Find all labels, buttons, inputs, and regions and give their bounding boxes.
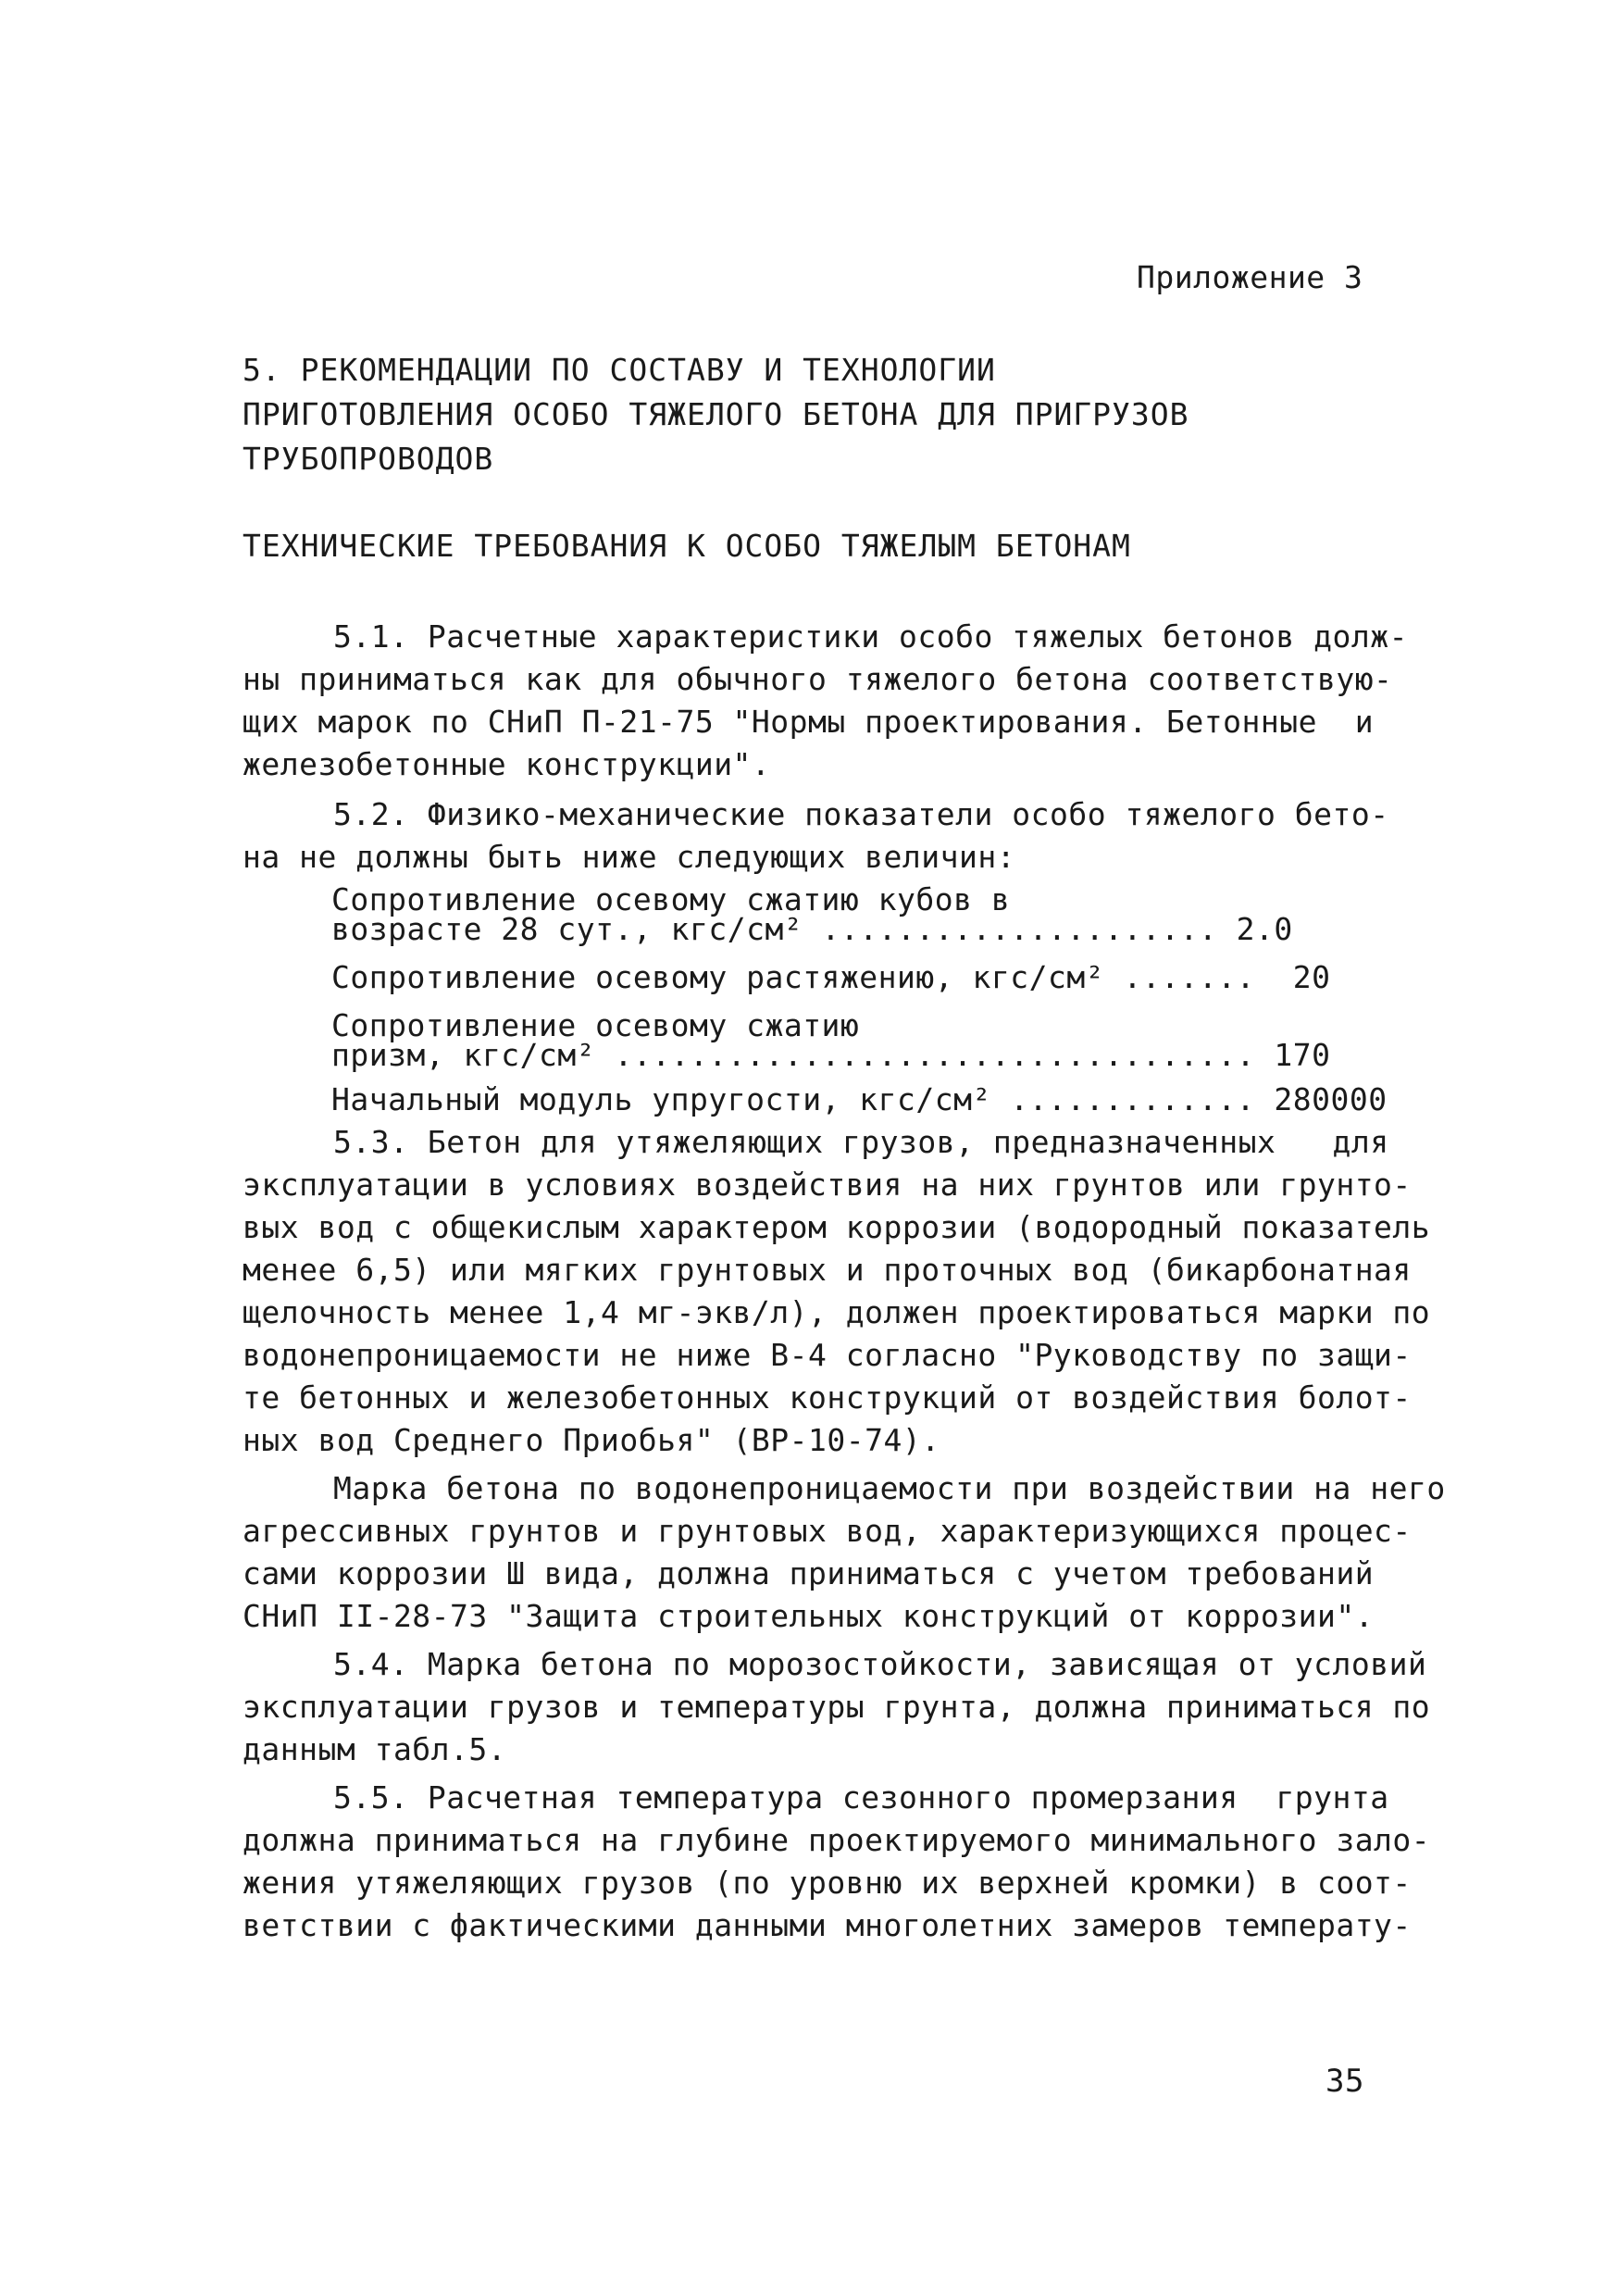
paragraph-5-3-line-6: водонепроницаемости не ниже В-4 согласно "Руководству по защи-: [243, 1337, 1412, 1373]
paragraph-5-4-line-1: 5.4. Марка бетона по морозостойкости, зависящая от условий: [333, 1646, 1427, 1682]
paragraph-5-1-line-1: 5.1. Расчетные характеристики особо тяжелых бетонов долж-: [333, 618, 1408, 655]
paragraph-5-3b-line-3: сами коррозии Ш вида, должна приниматься с учетом требований: [243, 1555, 1375, 1591]
paragraph-5-5-line-1: 5.5. Расчетная температура сезонного промерзания грунта: [333, 1779, 1389, 1816]
paragraph-5-5-line-3: жения утяжеляющих грузов (по уровню их верхней кромки) в соот-: [243, 1865, 1412, 1901]
paragraph-5-5-line-4: ветствии с фактическими данными многолетних замеров температу-: [243, 1907, 1412, 1943]
spec-item-1-line-1: Сопротивление осевому сжатию кубов в: [331, 881, 1011, 917]
section-title-line-2: ПРИГОТОВЛЕНИЯ ОСОБО ТЯЖЕЛОГО БЕТОНА ДЛЯ ПРИГРУЗОВ: [243, 396, 1189, 432]
paragraph-5-3-line-4: менее 6,5) или мягких грунтовых и проточных вод (бикарбонатная: [243, 1252, 1412, 1288]
spec-item-3-line-1: Сопротивление осевому сжатию: [331, 1007, 860, 1043]
paragraph-5-3b-line-4: СНиП II-28-73 "Защита строительных конструкций от коррозии".: [243, 1598, 1375, 1634]
appendix-label: Приложение 3: [1137, 259, 1363, 295]
subsection-title: ТЕХНИЧЕСКИЕ ТРЕБОВАНИЯ К ОСОБО ТЯЖЕЛЫМ БЕТОНАМ: [243, 528, 1131, 564]
paragraph-5-5-line-2: должна приниматься на глубине проектируемого минимального зало-: [243, 1822, 1431, 1858]
spec-item-4: Начальный модуль упругости, кгс/см² ............. 280000: [331, 1081, 1388, 1117]
paragraph-5-3b-line-1: Марка бетона по водонепроницаемости при воздействии на него: [333, 1470, 1446, 1506]
paragraph-5-3-line-2: эксплуатации в условиях воздействия на них грунтов или грунто-: [243, 1167, 1412, 1203]
section-title-line-1: 5. РЕКОМЕНДАЦИИ ПО СОСТАВУ И ТЕХНОЛОГИИ: [243, 352, 996, 388]
paragraph-5-2-line-1: 5.2. Физико-механические показатели особо тяжелого бето-: [333, 796, 1389, 832]
paragraph-5-3b-line-2: агрессивных грунтов и грунтовых вод, характеризующихся процес-: [243, 1513, 1412, 1549]
paragraph-5-3-line-1: 5.3. Бетон для утяжеляющих грузов, предназначенных для: [333, 1124, 1389, 1160]
section-title-line-3: ТРУБОПРОВОДОВ: [243, 441, 494, 477]
paragraph-5-3-line-8: ных вод Среднего Приобья" (ВР-10-74).: [243, 1422, 940, 1458]
paragraph-5-3-line-3: вых вод с общекислым характером коррозии (водородный показатель: [243, 1209, 1431, 1245]
paragraph-5-4-line-2: эксплуатации грузов и температуры грунта, должна приниматься по: [243, 1689, 1431, 1725]
paragraph-5-3-line-5: щелочность менее 1,4 мг-экв/л), должен проектироваться марки по: [243, 1294, 1431, 1330]
page-number: 35: [1326, 2063, 1364, 2100]
spec-item-1-line-2: возрасте 28 сут., кгс/см² ..................... 2.0: [331, 911, 1293, 947]
spec-item-2: Сопротивление осевому растяжению, кгс/см² ....... 20: [331, 959, 1331, 995]
paragraph-5-1-line-4: железобетонные конструкции".: [243, 746, 771, 782]
paragraph-5-3-line-7: те бетонных и железобетонных конструкций от воздействия болот-: [243, 1379, 1412, 1416]
paragraph-5-2-line-2: на не должны быть ниже следующих величин:: [243, 839, 1016, 875]
paragraph-5-1-line-2: ны приниматься как для обычного тяжелого бетона соответствую-: [243, 661, 1393, 697]
paragraph-5-1-line-3: щих марок по СНиП П-21-75 "Нормы проектирования. Бетонные и: [243, 704, 1375, 740]
spec-item-3-line-2: призм, кгс/см² .................................. 170: [331, 1037, 1331, 1073]
paragraph-5-4-line-3: данным табл.5.: [243, 1731, 507, 1767]
